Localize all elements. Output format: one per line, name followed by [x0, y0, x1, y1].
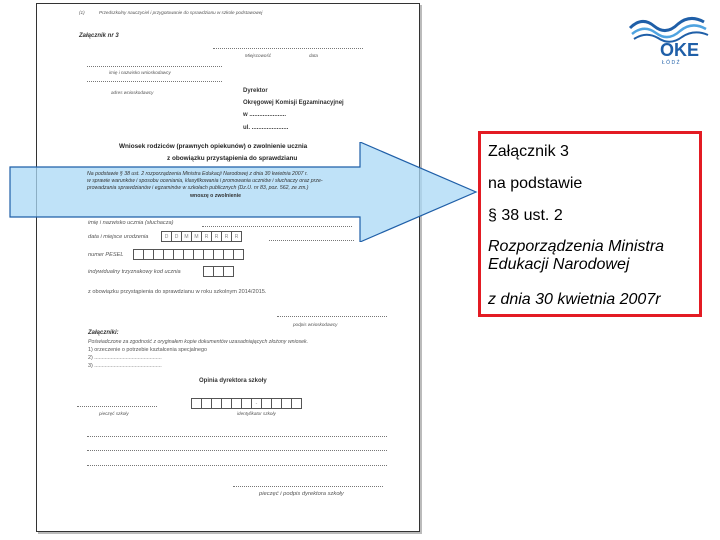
attachment-title: Załącznik nr 3 [79, 33, 119, 39]
birth-cell: R [211, 231, 222, 242]
applicant-address-label: adres wnioskodawcy [111, 90, 154, 95]
birth-cell: M [181, 231, 192, 242]
stamp-line [77, 406, 157, 407]
attachment-item-1: 1) orzeczenie o potrzebie kształcenia specjalnego [88, 347, 207, 353]
school-id-label: identyfikator szkoły [237, 411, 276, 416]
logo-text: OKE [660, 40, 700, 60]
pesel-label: numer PESEL [88, 252, 124, 258]
opinion-line-1 [87, 436, 387, 437]
legal-basis-line-4: wnoszę o zwolnienie [190, 193, 242, 199]
applicant-name-label: imię i nazwisko wnioskodawcy [109, 70, 171, 75]
request-heading-1: Wniosek rodziców (prawnych opiekunów) o zwolnienie ucznia [119, 143, 308, 150]
student-name-label: imię i nazwisko ucznia (słuchacza) [88, 220, 174, 226]
attachments-description: Poświadczone za zgodność z oryginałem kopie dokumentów uzasadniających złożony wniosek. [88, 339, 309, 345]
request-heading-2: z obowiązku przystąpienia do sprawdzianu [167, 155, 298, 162]
arrow-shape [10, 142, 476, 242]
school-id-cells: - [191, 398, 301, 409]
legal-basis-line-2: w sprawie warunków i sposobu oceniania, klasyfikowania i promowania uczniów i słuchaczy oraz prze- [87, 178, 323, 184]
commission-label: Okręgowej Komisji Egzaminacyjnej [243, 100, 344, 106]
explanation-callout [478, 131, 702, 317]
student-code-label: indywidualny trzyznakowy kod ucznia [88, 269, 181, 275]
director-signature-line [233, 486, 383, 487]
callout-line-4: Rozporządzenia Ministra [488, 238, 665, 255]
address-line-1 [87, 81, 222, 82]
birth-label: data i miejsce urodzenia [88, 234, 149, 240]
birth-cell: R [221, 231, 232, 242]
stamp-label: pieczęć szkoły [99, 411, 129, 416]
place-label: Miejscowość [245, 53, 272, 58]
attachments-title: Załączniki: [88, 330, 119, 336]
callout-line-5: Edukacji Narodowej [488, 256, 630, 273]
director-opinion-heading: Opinia dyrektora szkoły [199, 378, 267, 384]
street-line: ul. ...................... [243, 125, 289, 131]
legal-basis-line-1: Na podstawie § 38 ust. 2 rozporządzenia Ministra Edukacji Narodowej z dnia 30 kwietnia 2007 r. [87, 171, 308, 177]
pesel-cells [133, 249, 243, 260]
birth-cell: D [171, 231, 182, 242]
oke-logo [622, 6, 718, 66]
header-text: Przedszkolny nauczyciel i przygotowanie do sprawdzianu w szkole podstawowej [99, 10, 263, 15]
date-label: data [309, 53, 318, 58]
highlight-arrow [8, 142, 478, 242]
birth-cell: M [191, 231, 202, 242]
exemption-text: z obowiązku przystąpienia do sprawdzianu w roku szkolnym 2014/2015. [88, 289, 267, 295]
opinion-line-3 [87, 465, 387, 466]
signature-label: podpis wnioskodawcy [293, 322, 338, 327]
attachment-item-3: 3) ............................................. [88, 363, 162, 369]
header-number: (1) [79, 10, 85, 15]
legal-basis-line-3: prowadzania sprawdzianów i egzaminów w szkołach publicznych (Dz.U. nr 83, poz. 562, ze zm.) [87, 185, 309, 191]
director-label: Dyrektor [243, 88, 268, 94]
attachment-item-2: 2) ............................................. [88, 355, 162, 361]
birth-cell: R [231, 231, 242, 242]
director-signature-label: pieczęć i podpis dyrektora szkoły [259, 491, 344, 497]
document-page [36, 3, 420, 532]
callout-line-6: z dnia 30 kwietnia 2007r [488, 291, 661, 308]
name-line [87, 66, 222, 67]
logo-subtext: Ł Ó D Ź [662, 60, 680, 66]
callout-line-3: § 38 ust. 2 [488, 207, 563, 224]
student-code-cells [203, 266, 233, 277]
birth-cell: D [161, 231, 172, 242]
callout-line-1: Załącznik 3 [488, 143, 569, 160]
opinion-line-2 [87, 450, 387, 451]
birth-cell: R [201, 231, 212, 242]
place-date-line [213, 48, 363, 49]
city-line: w ...................... [243, 112, 287, 118]
callout-line-2: na podstawie [488, 175, 583, 192]
signature-line [277, 316, 387, 317]
